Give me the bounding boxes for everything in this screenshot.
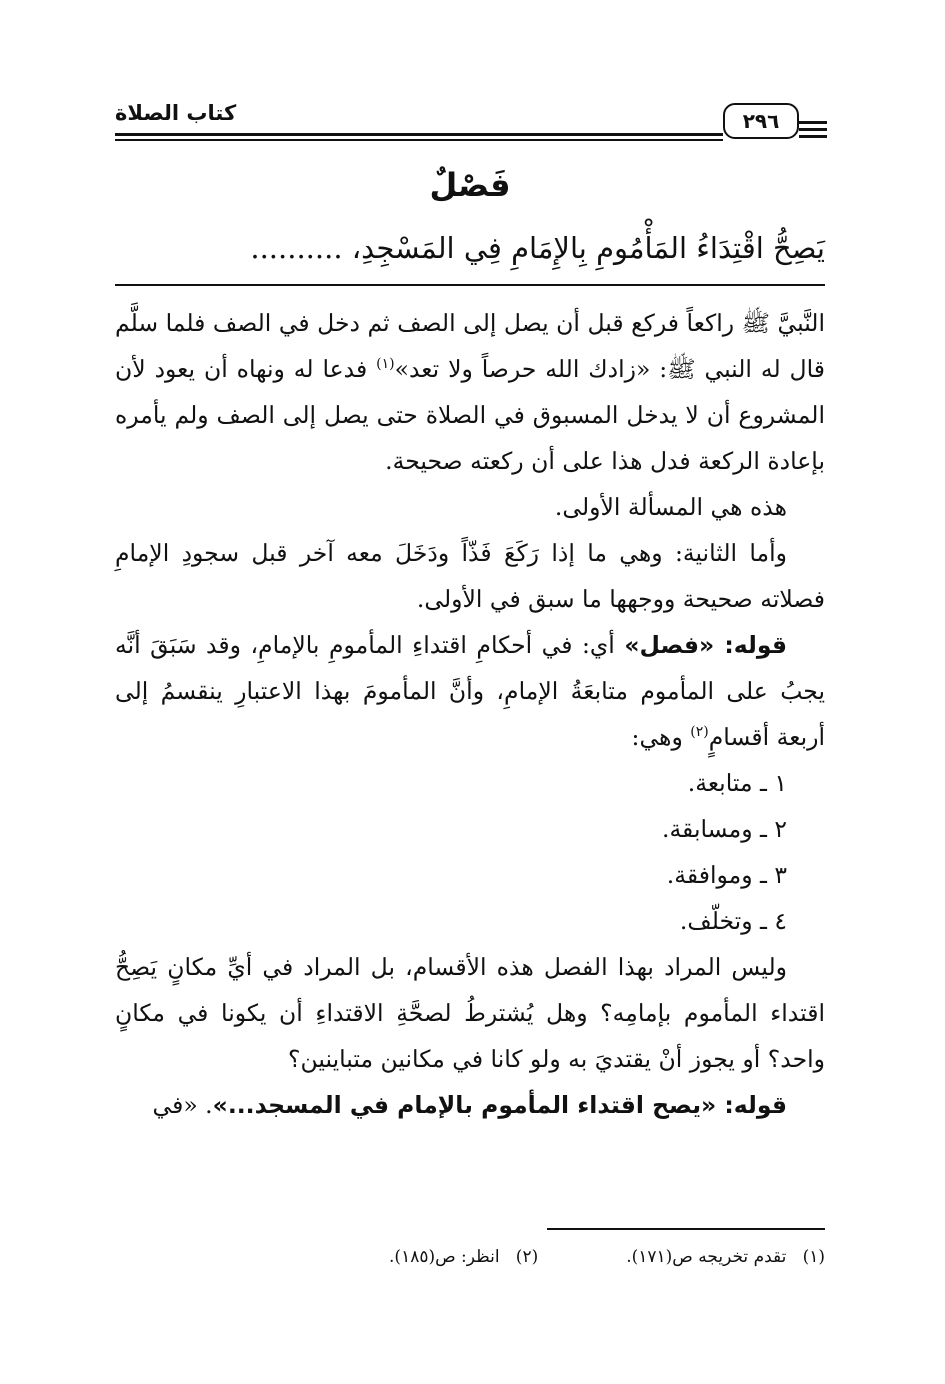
matn-divider: [115, 284, 825, 286]
header-rule-thin: [115, 139, 723, 141]
footnote-number: (٢): [515, 1247, 539, 1267]
footnote-ref: (١): [376, 356, 395, 373]
text-segment: النَّبيَّ ﷺ راكعاً فركع قبل أن يصل إلى الصف ثم دخل في الصف فلما سلَّم قال له النبي ﷺ: «زادك الله حرصاً ولا تعد»: [115, 309, 826, 383]
paragraph: [115, 1082, 825, 1128]
quoted-matn: قوله: «يصح اقتداء المأموم بالإمام في المسجد...»: [212, 1091, 787, 1119]
footnote-text: انظر: ص(١٨٥).: [389, 1247, 500, 1267]
paragraph: [115, 622, 825, 760]
header-rule-right: [799, 121, 827, 124]
text-segment: أي: في أحكامِ اقتداءِ المأمومِ بالإمامِ، وقد سَبَقَ أنَّه يجبُ على المأموم متابعَةُ الإمامِ، وأنَّ المأمومَ بهذا الاعتبارِ ينقسمُ إلى أربعة أقسامٍ: [115, 631, 825, 751]
text-segment: ٢ ـ ومسابقة.: [661, 815, 787, 843]
page-header: [115, 95, 825, 155]
text-segment: وأما الثانية: وهي ما إذا رَكَعَ فَذّاً ودَخَلَ معه آخر قبل سجودِ الإمامِ فصلاته صحيحة ووجهها ما سبق في الأولى.: [115, 539, 825, 613]
text-segment: ٣ ـ وموافقة.: [666, 861, 787, 889]
list-item: [115, 806, 825, 852]
footnote-number: (١): [802, 1247, 825, 1267]
footnote-divider: [547, 1228, 825, 1230]
footnote-ref: (٢): [690, 724, 709, 741]
header-rule-thick: [115, 133, 723, 136]
text-segment: وليس المراد بهذا الفصل هذه الأقسام، بل المراد في أيِّ مكانٍ يَصِحُّ اقتداء المأموم بإمامِه؟ وهل يُشترطُ لصحَّةِ الاقتداءِ أن يكونا في مكانٍ واحد؟ أو يجوز أنْ يقتديَ به ولو كانا في مكانين متباينين؟: [115, 953, 825, 1073]
paragraph: [115, 944, 825, 1082]
text-segment: هذه هي المسألة الأولى.: [554, 493, 787, 521]
list-item: [115, 852, 825, 898]
footnote: [626, 1244, 825, 1270]
footnotes: [200, 1244, 825, 1270]
header-rule-right: [799, 128, 827, 131]
matn-text: يَصِحُّ اقْتِدَاءُ المَأْمُومِ بِالإِمَامِ فِي المَسْجِدِ، ..........: [250, 231, 825, 265]
text-segment: ١ ـ متابعة.: [687, 769, 787, 797]
text-segment: . «في: [152, 1091, 213, 1119]
paragraph: [115, 484, 825, 530]
text-segment: وهي:: [631, 723, 691, 751]
quoted-matn: قوله: «فصل»: [624, 631, 787, 659]
text-segment: فدعا له ونهاه أن يعود لأن المشروع أن لا يدخل المسبوق في الصلاة حتى يصل إلى الصف ولم يأمره بإعادة الركعة فدل هذا على أن ركعته صحيحة.: [115, 355, 825, 475]
book-title: كتاب الصلاة: [115, 101, 237, 125]
paragraph: [115, 300, 825, 484]
header-rule-right: [799, 135, 827, 138]
footnote-text: تقدم تخريجه ص(١٧١).: [626, 1247, 787, 1267]
footnote: [389, 1244, 538, 1270]
paragraph: [115, 530, 825, 622]
page-number: ٢٩٦: [723, 103, 799, 139]
section-title: فَصْلٌ: [429, 166, 511, 204]
commentary-body: [115, 300, 825, 1128]
text-segment: ٤ ـ وتخلّف.: [679, 907, 787, 935]
list-item: [115, 760, 825, 806]
list-item: [115, 898, 825, 944]
